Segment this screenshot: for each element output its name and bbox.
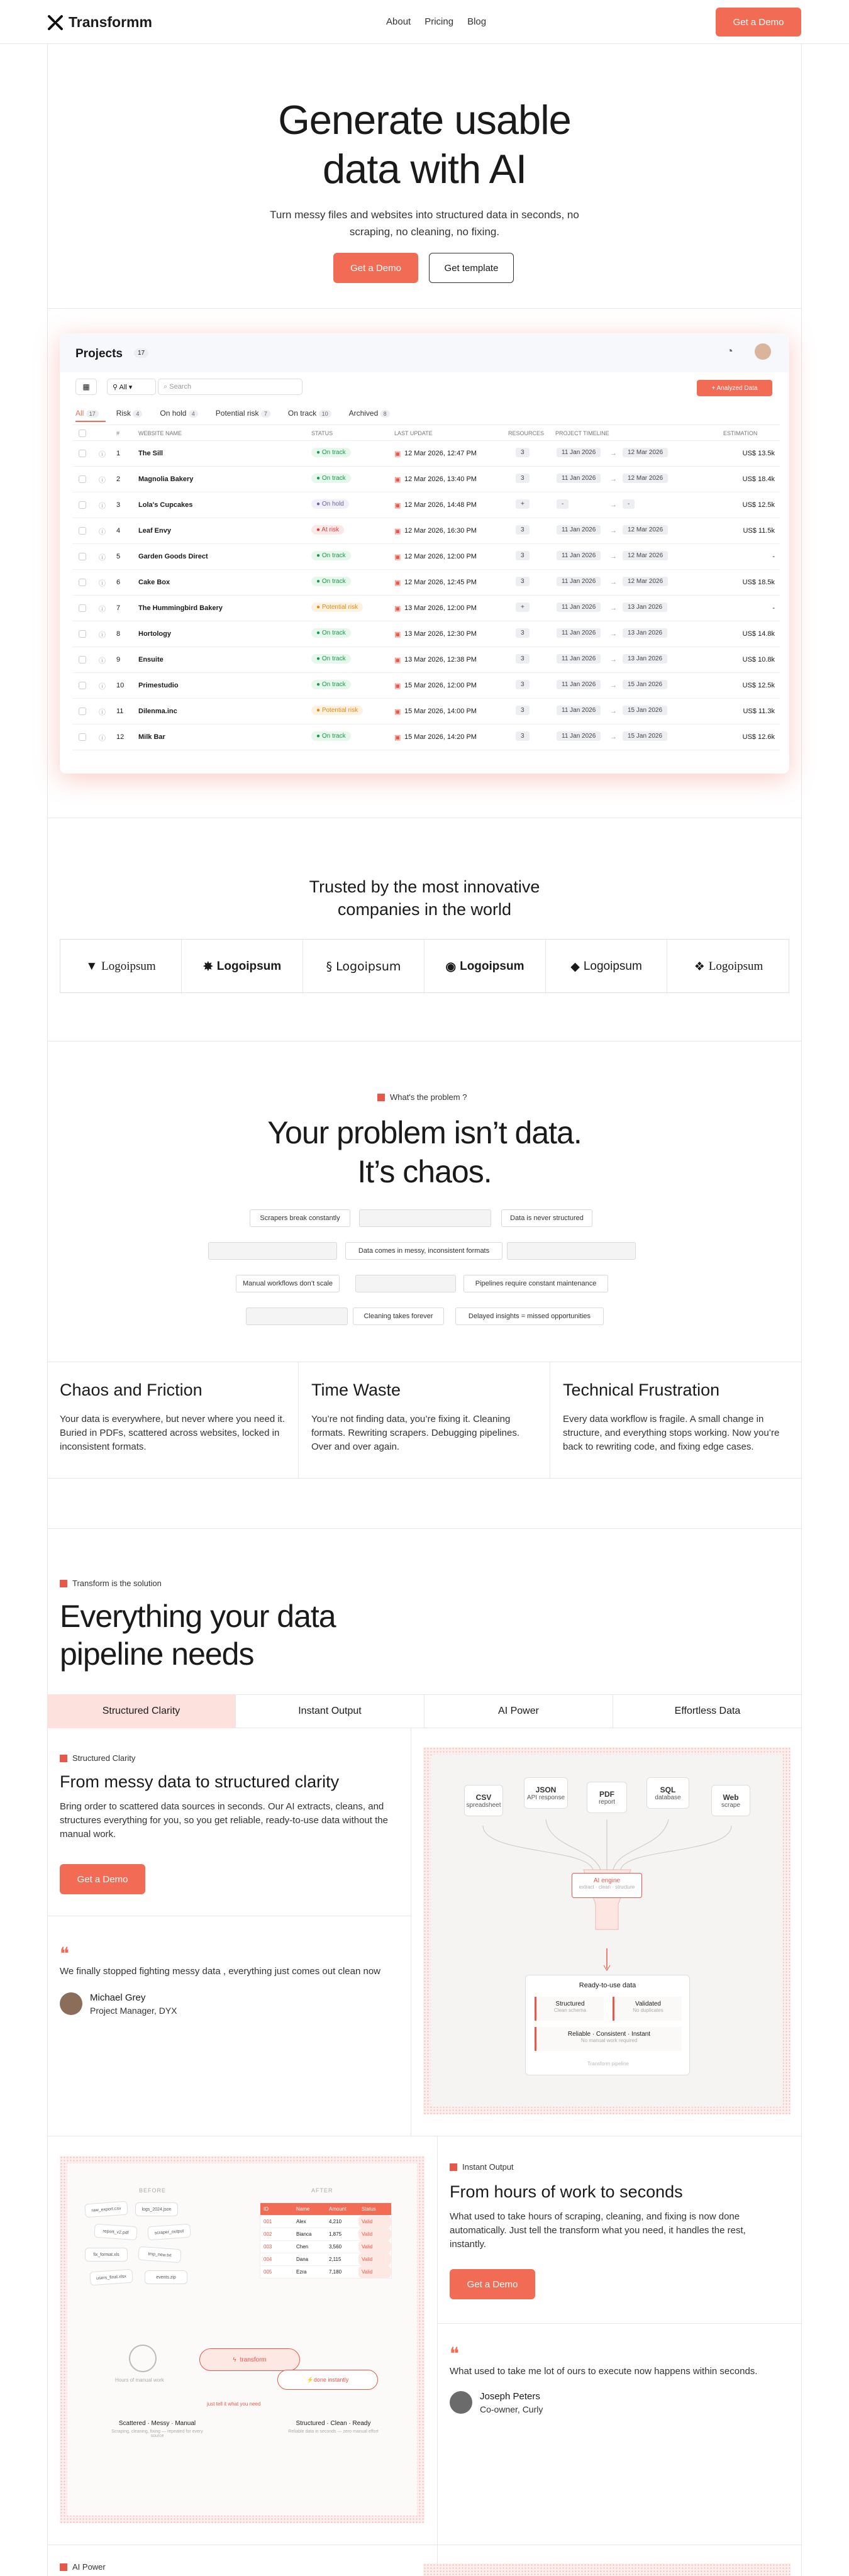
chaos-blank (208, 1242, 337, 1260)
search-icon: ⌕ (164, 383, 168, 391)
file-chip: report_v2.pdf (94, 2224, 137, 2241)
status-badge: ● On hold (311, 499, 349, 509)
output-reliable: Reliable · Consistent · Instant No manual work required (535, 2027, 682, 2051)
logo-icon: ◆ (570, 960, 580, 974)
block1-title: From messy data to structured clarity (60, 1772, 340, 1791)
calendar-icon: ▣ (394, 708, 401, 716)
output-validated: Validated No duplicates (613, 1997, 682, 2021)
solution-tag: Transform is the solution (60, 1579, 162, 1588)
avatar (60, 1992, 82, 2015)
app-preview (60, 333, 789, 774)
quote-icon: ❝ (60, 1945, 70, 1964)
table-row[interactable]: ⓘ 3 Lola's Cupcakes ● On hold ▣ 12 Mar 2026, 14:48 PM + - → - US$ 12.5k (72, 492, 780, 518)
block2-text: What used to take hours of scraping, cleaning, and fixing is now done automatically. Just tell the transform what you need, it handles the rest, instantly. (450, 2211, 746, 2250)
logo-4: ◉ Logoipsum (425, 940, 546, 994)
feature-chaos: Chaos and Friction Your data is everywhere, but never where you need it. Buried in PDFs, scattered across websites, locked in inconsistent formats. (47, 1362, 299, 1478)
table-row[interactable]: ⓘ 2 Magnolia Bakery ● On track ▣ 12 Mar 2026, 13:40 PM 3 11 Jan 2026 → 12 Mar 2026 US$ 18.4k (72, 467, 780, 492)
calendar-icon: ▣ (394, 579, 401, 587)
status-badge: ● At risk (311, 525, 344, 535)
solution-section (47, 1528, 802, 1694)
status-badge: ● On track (311, 628, 351, 638)
row-checkbox[interactable] (79, 604, 86, 612)
calendar-icon[interactable]: ▦ (75, 379, 97, 395)
before-caption: Scattered · Messy · Manual Scraping, cleaning, fixing — repeated for every source (111, 2420, 203, 2438)
instant-output-block (47, 2136, 802, 2545)
header-demo-button[interactable]: Get a Demo (716, 8, 801, 36)
info-icon[interactable]: ⓘ (99, 683, 106, 691)
logo-icon: ✸ (203, 960, 213, 974)
calendar-icon: ▣ (394, 502, 401, 509)
hero-subtitle: Turn messy files and websites into structured data in seconds, no scraping, no cleaning, no fixing. (270, 209, 579, 238)
file-chip: tmp_new.txt (138, 2246, 181, 2263)
nav-pricing[interactable]: Pricing (425, 16, 454, 27)
file-chip: events.zip (145, 2270, 187, 2284)
block2-quote: What used to take me lot of ours to execute now happens within seconds. (450, 2366, 758, 2377)
source-pdf: PDF report (587, 1782, 627, 1813)
status-badge: ● On track (311, 680, 351, 689)
row-checkbox[interactable] (79, 501, 86, 509)
logo-icon: ❖ (694, 960, 705, 974)
just-tell-caption: just tell it what you need (207, 2401, 261, 2407)
row-checkbox[interactable] (79, 527, 86, 535)
clean-grid (260, 2202, 392, 2279)
site-header (0, 0, 849, 44)
trusted-title: Trusted by the most innovative companies in the world (309, 877, 540, 919)
ready-data-card: Ready-to-use data Structured Clean schema Validated No duplicates Reliable · Consistent · Instant No manual work required Transform pipeline (525, 1975, 690, 2075)
trusted-section (47, 818, 802, 1041)
solution-tabs (47, 1694, 802, 1728)
logo-5: ◆ Logoipsum (546, 940, 667, 994)
info-icon[interactable]: ⓘ (99, 709, 106, 716)
transform-pill: ϟ transform (199, 2348, 300, 2371)
table-row[interactable]: ⓘ 9 Ensuite ● On track ▣ 13 Mar 2026, 12:38 PM 3 11 Jan 2026 → 13 Jan 2026 US$ 10.8k (72, 647, 780, 673)
tab-2[interactable]: On hold 4 (160, 409, 197, 418)
calendar-icon: ▣ (394, 682, 401, 690)
table-row[interactable]: ⓘ 10 Primestudio ● On track ▣ 15 Mar 2026, 12:00 PM 3 11 Jan 2026 → 15 Jan 2026 US$ 12.5k (72, 673, 780, 699)
tab-3[interactable]: Potential risk 7 (216, 409, 270, 418)
logo-icon: ◉ (445, 960, 457, 974)
row-checkbox[interactable] (79, 656, 86, 663)
info-icon[interactable]: ⓘ (99, 451, 106, 458)
block1-person: Michael Grey (90, 1992, 146, 2003)
block2-tag: Instant Output (450, 2162, 514, 2172)
row-checkbox[interactable] (79, 682, 86, 689)
file-chip: users_final.xlsx (89, 2269, 133, 2286)
grid-row: 002 Bianca 1,875 Valid (260, 2228, 391, 2240)
table-row[interactable]: ⓘ 11 Dilenma.inc ● Potential risk ▣ 15 Mar 2026, 14:00 PM 3 11 Jan 2026 → 15 Jan 2026 US$ 11.3k (72, 699, 780, 724)
hero-title: Generate usable data with AI (278, 97, 571, 192)
source-sql: SQL database (646, 1777, 689, 1809)
brand-name: Transformm (69, 14, 152, 30)
tab-instant-output[interactable]: Instant Output (236, 1694, 425, 1728)
problem-tag: What's the problem ? (377, 1092, 467, 1102)
row-checkbox[interactable] (79, 579, 86, 586)
filter-select[interactable]: ⚲ All ▾ (107, 379, 156, 395)
calendar-icon: ▣ (394, 476, 401, 484)
analyze-button[interactable]: + Analyzed Data (697, 380, 772, 396)
logo-3: § Logoipsum (303, 940, 425, 994)
info-icon[interactable]: ⓘ (99, 631, 106, 639)
done-pill: ⚡ done instantly (277, 2370, 378, 2390)
tab-structured-clarity[interactable]: Structured Clarity (47, 1694, 236, 1728)
table-row[interactable]: ⓘ 8 Hortology ● On track ▣ 13 Mar 2026, 12:30 PM 3 11 Jan 2026 → 13 Jan 2026 US$ 14.8k (72, 621, 780, 647)
lightning-icon: ϟ (233, 2356, 236, 2363)
tab-5[interactable]: Archived 8 (349, 409, 390, 418)
table-header: # WEBSITE NAME STATUS LAST UPDATE RESOURCES PROJECT TIMELINE ESTIMATION (72, 425, 780, 441)
source-web: Web scrape (711, 1785, 750, 1816)
grid-row: 001 Alex 4,210 Valid (260, 2215, 391, 2228)
clock-icon (129, 2345, 157, 2372)
avatar[interactable] (755, 343, 771, 360)
before-after-diagram (60, 2156, 425, 2523)
chaos-chip: Delayed insights = missed opportunities (455, 1307, 604, 1325)
table-row[interactable]: ⓘ 4 Leaf Envy ● At risk ▣ 12 Mar 2026, 16:30 PM 3 11 Jan 2026 → 12 Mar 2026 US$ 11.5k (72, 518, 780, 544)
tab-0[interactable]: All 17 (75, 409, 99, 418)
hero-template-button[interactable]: Get template (429, 253, 514, 283)
chaos-blank (246, 1307, 348, 1325)
file-chip: raw_export.csv (84, 2201, 128, 2218)
feature-technical: Technical Frustration Every data workflow is fragile. A small change in structure, and everything stops working. Now you’re back to rewriting code, and fixing edge cases. (563, 1380, 780, 1452)
table-row[interactable]: ⓘ 6 Cake Box ● On track ▣ 12 Mar 2026, 12:45 PM 3 11 Jan 2026 → 12 Mar 2026 US$ 18.5k (72, 570, 780, 596)
tab-4[interactable]: On track 10 (288, 409, 331, 418)
active-tab-indicator (75, 421, 106, 422)
chaos-chip: Manual workflows don’t scale (236, 1275, 340, 1292)
table-row[interactable]: ⓘ 5 Garden Goods Direct ● On track ▣ 12 Mar 2026, 12:00 PM 3 11 Jan 2026 → 12 Mar 2026 - (72, 544, 780, 570)
row-checkbox[interactable] (79, 630, 86, 638)
block1-demo-button[interactable]: Get a Demo (60, 1864, 145, 1894)
solution-title: Everything your data pipeline needs (60, 1599, 336, 1672)
row-checkbox[interactable] (79, 450, 86, 457)
grid-row: 005 Ezra 7,180 Valid (260, 2265, 391, 2278)
quote-icon: ❝ (450, 2345, 460, 2364)
block2-role: Co-owner, Curly (480, 2404, 543, 2414)
block3-tag: AI Power (60, 2562, 106, 2572)
table-row[interactable]: ⓘ 1 The Sill ● On track ▣ 12 Mar 2026, 12:47 PM 3 11 Jan 2026 → 12 Mar 2026 US$ 13.5k (72, 441, 780, 467)
nav-blog[interactable]: Blog (467, 16, 487, 27)
fingerprint-icon[interactable]: ◔ (726, 345, 733, 357)
before-label: BEFORE (139, 2187, 167, 2194)
grid-row: 004 Dana 2,115 Valid (260, 2253, 391, 2265)
output-structured: Structured Clean schema (535, 1997, 604, 2021)
status-badge: ● On track (311, 654, 351, 663)
chaos-chip: Data comes in messy, inconsistent formats (345, 1242, 502, 1260)
ai-engine: AI engine extract · clean · structure (572, 1873, 642, 1898)
after-label: AFTER (311, 2187, 333, 2194)
chaos-chip: Scrapers break constantly (250, 1209, 350, 1227)
row-checkbox[interactable] (79, 553, 86, 560)
status-badge: ● Potential risk (311, 602, 363, 612)
status-badge: ● On track (311, 577, 351, 586)
grid-row: 003 Chen 3,560 Valid (260, 2240, 391, 2253)
after-caption: Structured · Clean · Ready Reliable data in seconds — zero manual effort (288, 2420, 379, 2434)
nav-about[interactable]: About (386, 16, 411, 27)
projects-table (72, 425, 780, 758)
chaos-chip: Cleaning takes forever (353, 1307, 444, 1325)
status-badge: ● Potential risk (311, 706, 363, 715)
info-icon[interactable]: ⓘ (99, 502, 106, 510)
calendar-icon: ▣ (394, 553, 401, 561)
calendar-icon: ▣ (394, 450, 401, 458)
info-icon[interactable]: ⓘ (99, 554, 106, 562)
hero (47, 44, 802, 308)
source-csv: CSV spreadsheet (464, 1785, 503, 1816)
hero-demo-button[interactable]: Get a Demo (333, 253, 418, 283)
info-icon[interactable]: ⓘ (99, 580, 106, 587)
avatar (450, 2391, 472, 2414)
table-row[interactable]: ⓘ 12 Milk Bar ● On track ▣ 15 Mar 2026, 14:20 PM 3 11 Jan 2026 → 15 Jan 2026 US$ 12.6k (72, 724, 780, 750)
features-row (47, 1362, 802, 1478)
row-checkbox[interactable] (79, 708, 86, 715)
clock-caption: Hours of manual work (115, 2377, 164, 2383)
block1-role: Project Manager, DYX (90, 2006, 177, 2016)
file-chip: fix_format.xls (85, 2248, 128, 2262)
info-icon[interactable]: ⓘ (99, 528, 106, 536)
main-nav (372, 16, 486, 28)
logo-strip (60, 939, 789, 993)
tab-effortless-data[interactable]: Effortless Data (674, 1706, 741, 1716)
ai-power-diagram (423, 2563, 791, 2576)
source-json: JSON API response (524, 1777, 568, 1809)
feature-time: Time Waste You’re not finding data, you’re fixing it. Cleaning formats. Rewriting scrapers. Debugging pipelines. Over and over again. (299, 1362, 550, 1478)
logo-icon: § (326, 960, 333, 974)
status-badge: ● On track (311, 474, 351, 483)
info-icon[interactable]: ⓘ (99, 657, 106, 665)
calendar-icon: ▣ (394, 528, 401, 535)
grid-header: ID Name Amount Status (260, 2203, 391, 2215)
problem-section (47, 1041, 802, 1362)
info-icon[interactable]: ⓘ (99, 477, 106, 484)
search-input[interactable]: ⌕ Search (158, 379, 302, 395)
status-tabs (75, 409, 390, 418)
app-title: Projects (75, 347, 123, 360)
structured-clarity-block (47, 1728, 802, 2136)
calendar-icon: ▣ (394, 657, 401, 664)
tab-ai-power[interactable]: AI Power (425, 1694, 613, 1728)
tab-1[interactable]: Risk 4 (116, 409, 143, 418)
block1-tag: Structured Clarity (60, 1753, 135, 1763)
logo-icon: ▼ (86, 960, 98, 973)
brand-mark-icon (47, 14, 64, 31)
status-badge: ● On track (311, 731, 351, 741)
chaos-blank (359, 1209, 491, 1227)
calendar-icon: ▣ (394, 605, 401, 613)
app-count: 17 (134, 348, 148, 358)
info-icon[interactable]: ⓘ (99, 735, 106, 742)
calendar-icon: ▣ (394, 631, 401, 638)
app-topbar (60, 333, 789, 372)
block2-person: Joseph Peters (480, 2391, 540, 2402)
problem-title: Your problem isn’t data. It’s chaos. (267, 1115, 582, 1189)
block2-demo-button[interactable]: Get a Demo (450, 2269, 535, 2299)
block1-text: Bring order to scattered data sources in seconds. Our AI extracts, cleans, and structures everything for you, so you get reliable, ready-to-use data without the manual work. (60, 1801, 388, 1840)
chaos-blank (355, 1275, 456, 1292)
logo-6: ❖ Logoipsum (694, 960, 763, 974)
file-chip: logs_2024.json (135, 2202, 178, 2216)
block2-title: From hours of work to seconds (450, 2182, 683, 2201)
status-badge: ● On track (311, 551, 351, 560)
pipeline-diagram (423, 1747, 791, 2114)
calendar-icon: ▣ (394, 734, 401, 741)
row-checkbox[interactable] (79, 733, 86, 741)
block1-quote: We finally stopped fighting messy data , everything just comes out clean now (60, 1966, 380, 1977)
logo-2: ✸ Logoipsum (182, 940, 303, 994)
row-checkbox[interactable] (79, 475, 86, 483)
logo-1: ▼ Logoipsum (60, 940, 182, 994)
table-row[interactable]: ⓘ 7 The Hummingbird Bakery ● Potential risk ▣ 13 Mar 2026, 12:00 PM + 11 Jan 2026 → 13 Jan 2026 - (72, 596, 780, 621)
info-icon[interactable]: ⓘ (99, 606, 106, 613)
status-badge: ● On track (311, 448, 351, 457)
file-chip: scraper_output (147, 2224, 191, 2241)
chaos-chip: Data is never structured (501, 1209, 592, 1227)
chaos-blank (507, 1242, 636, 1260)
chaos-chip: Pipelines require constant maintenance (463, 1275, 608, 1292)
brand-logo[interactable] (47, 14, 152, 31)
